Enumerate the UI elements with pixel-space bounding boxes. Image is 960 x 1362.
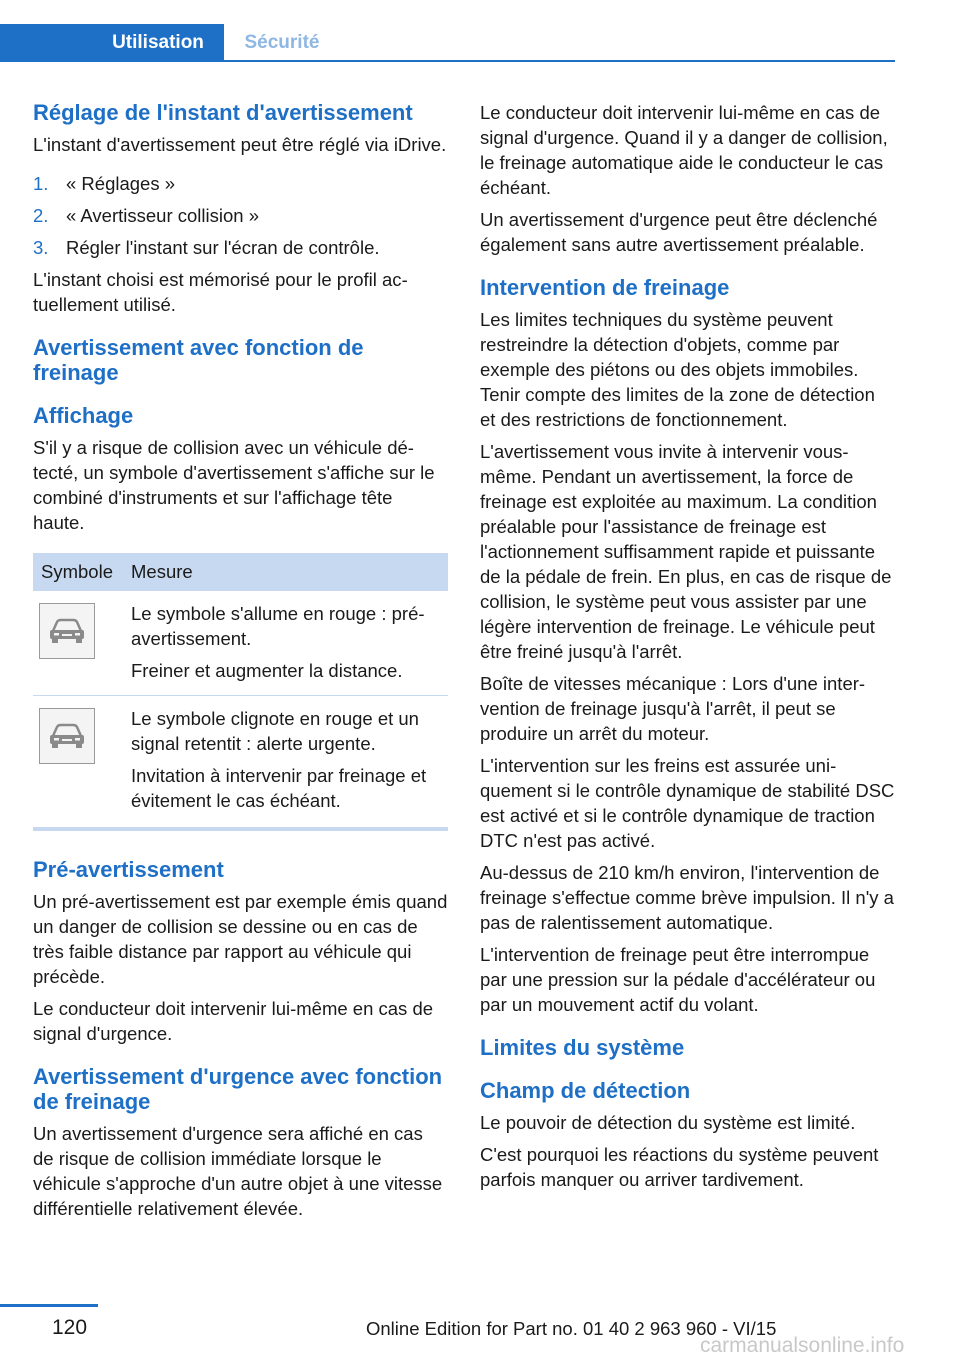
paragraph: Un avertissement d'urgence peut être déclenché également sans autre avertissement préalable. bbox=[480, 209, 878, 255]
measure-text: Freiner et augmenter la distance. bbox=[131, 660, 403, 681]
paragraph: Le conducteur doit intervenir lui-même en cas de signal d'urgence. Quand il y a danger de collision, le freinage automatique aide le conducteur le cas échéant. bbox=[480, 102, 888, 198]
step-number: 1. bbox=[33, 173, 49, 194]
measure-text: Le symbole clignote en rouge et un signal retentit : alerte urgente. bbox=[131, 708, 419, 754]
paragraph: Au-dessus de 210 km/h environ, l'intervention de freinage s'effectue comme brève impulsion. Il n'y a pas de ralentissement automatique. bbox=[480, 862, 894, 933]
list-item bbox=[33, 171, 448, 196]
section-title-emergency-warning: Avertissement d'urgence avec fonction de freinage bbox=[33, 1064, 443, 1114]
table-row bbox=[33, 696, 448, 830]
paragraph: L'instant d'avertissement peut être réglé via iDrive. bbox=[33, 134, 447, 155]
symbol-cell bbox=[33, 591, 123, 696]
page-number: 120 bbox=[52, 1316, 88, 1339]
list-item bbox=[33, 203, 448, 228]
symbol-cell bbox=[33, 696, 123, 830]
section-title-braking-warning: Avertissement avec fonction de freinage bbox=[33, 335, 364, 385]
symbol-table bbox=[33, 553, 448, 831]
right-column bbox=[480, 100, 895, 1192]
tab-utilisation[interactable]: Utilisation bbox=[0, 24, 224, 61]
measure-text: Invitation à intervenir par freinage et évitement le cas échéant. bbox=[131, 765, 427, 811]
list-item bbox=[33, 235, 448, 260]
paragraph: L'intervention sur les freins est assurée uniquement si le contrôle dynamique de stabilité DSC est activé et si le contrôle dynamique de traction DTC n'est pas activé. bbox=[480, 755, 895, 851]
paragraph: L'avertissement vous invite à intervenir vous-même. Pendant un avertissement, la force de freinage est exploitée au maximum. La condition préalable pour l'assistance de freinage est l'actionnement suffisamment rapide et puissante de la pédale de frein. En plus, en cas de risque de collision, le système peut vous assister par une légère intervention de freinage. Le véhicule peut être freiné jusqu'à l'arrêt. bbox=[480, 441, 892, 662]
tab-securite[interactable]: Sécurité bbox=[244, 31, 320, 53]
step-text: « Avertisseur collision » bbox=[66, 205, 259, 226]
measure-text: Le symbole s'allume en rouge : pré-avertissement. bbox=[131, 603, 425, 649]
paragraph: L'instant choisi est mémorisé pour le profil actuellement utilisé. bbox=[33, 269, 408, 315]
table-header-measure: Mesure bbox=[123, 553, 448, 591]
section-title-detection-field: Champ de détection bbox=[480, 1078, 691, 1103]
section-title-display: Affichage bbox=[33, 403, 134, 428]
paragraph: C'est pourquoi les réactions du système peuvent parfois manquer ou arriver tardivement. bbox=[480, 1144, 879, 1190]
paragraph: S'il y a risque de collision avec un véhicule détecté, un symbole d'avertissement s'affiche sur le combiné d'instruments et sur l'affichage tête haute. bbox=[33, 437, 435, 533]
section-title-system-limits: Limites du système bbox=[480, 1035, 685, 1060]
steps-list bbox=[33, 171, 448, 260]
paragraph: Boîte de vitesses mécanique : Lors d'une intervention de freinage jusqu'à l'arrêt, il peut se produire un arrêt du moteur. bbox=[480, 673, 866, 744]
paragraph: Un avertissement d'urgence sera affiché en cas de risque de collision immédiate lorsque le véhicule s'approche d'un autre objet à une vitesse différentielle relativement élevée. bbox=[33, 1123, 443, 1219]
watermark: carmanualsonline.info bbox=[700, 1334, 905, 1357]
step-number: 3. bbox=[33, 237, 49, 258]
step-number: 2. bbox=[33, 205, 49, 226]
paragraph: Un pré-avertissement est par exemple émis quand un danger de collision se dessine ou en cas de très faible distance par rapport au véhicule qui précède. bbox=[33, 891, 448, 987]
step-text: Régler l'instant sur l'écran de contrôle. bbox=[66, 237, 380, 258]
section-title-warning-time: Réglage de l'instant d'avertissement bbox=[33, 100, 413, 125]
left-column bbox=[33, 100, 448, 1221]
measure-cell bbox=[123, 696, 448, 830]
paragraph: L'intervention de freinage peut être interrompue par une pression sur la pédale d'accélérateur ou par un mouvement actif du volant. bbox=[480, 944, 876, 1015]
car-warning-icon bbox=[39, 708, 95, 764]
page-header bbox=[0, 0, 960, 62]
section-title-braking-intervention: Intervention de freinage bbox=[480, 275, 730, 300]
table-row bbox=[33, 591, 448, 696]
section-title-pre-warning: Pré-avertissement bbox=[33, 857, 224, 882]
header-divider bbox=[0, 60, 895, 62]
measure-cell bbox=[123, 591, 448, 696]
edition-text: Online Edition for Part no. 01 40 2 963 960 - VI/15 bbox=[366, 1318, 777, 1339]
table-header-symbol: Symbole bbox=[33, 553, 123, 591]
paragraph: Le conducteur doit intervenir lui-même en cas de signal d'urgence. bbox=[33, 998, 434, 1044]
paragraph: Les limites techniques du système peuvent restreindre la détection d'objets, comme par exemple des piétons ou des objets immobiles. Tenir compte des limites de la zone de détection et des restrictions de fonctionnement. bbox=[480, 309, 875, 430]
step-text: « Réglages » bbox=[66, 173, 176, 194]
paragraph: Le pouvoir de détection du système est limité. bbox=[480, 1112, 856, 1133]
car-warning-icon bbox=[39, 603, 95, 659]
footer-divider bbox=[0, 1304, 98, 1307]
